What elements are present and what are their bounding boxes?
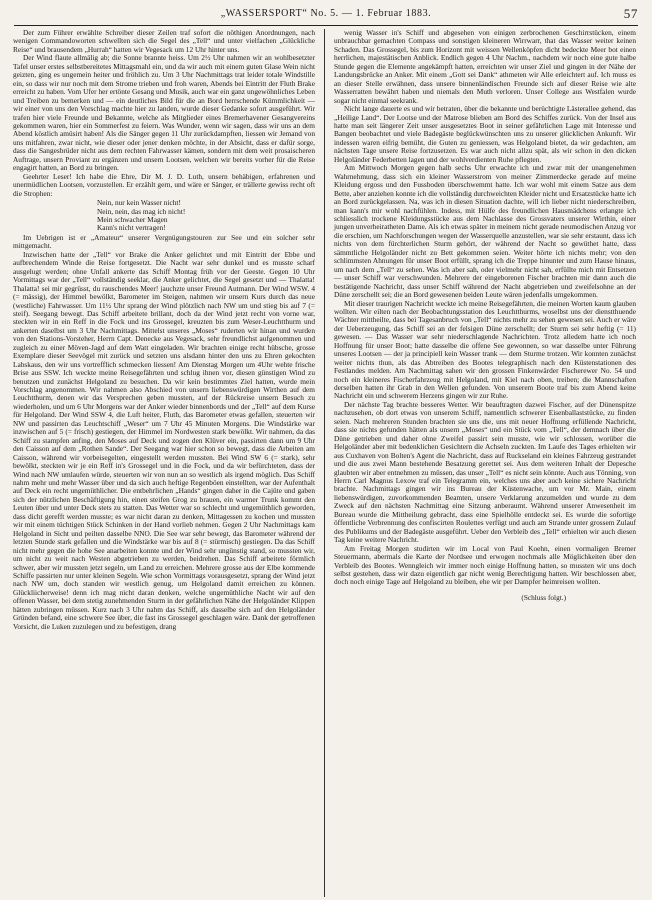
column-right [331, 29, 639, 897]
paragraph: Der nächste Tag brachte besseres Wetter. Wir beauftragten dazwei Fischer, auf der Dünenspitze nachzusehen, ob dort etwas von unserem Schiff, namentlich schwerer Eisenballaststücke, zu finden seien. Nach mehreren Stunden brachten sie uns die, uns mit neuer Hoffnung erfüllende Nachricht, dass sie nichts gefunden hätten als unsern „Moses“ und ein Stück vom „Tell“, der demnach über die Düne getrieben und daher ohne Zweifel passirt sein musste, wie wir schlossen, worüber die Helgoländer aber mit bedenklichen Gesichtern die Achseln zuckten. Im Laufe des Tages erhielten wir aus Cuxhaven von Bolten's Agent die Nachricht, dass auf Ruckseland ein kleines Fahrzeug gestrandet und die aus zwei Mann bestehende Besatzung gerettet sei. Aus dem weiteren Inhalt der Depesche glaubten wir aber entnehmen zu müssen, das unser „Tell“ es nicht sein könnte. Auch aus Tönning, von Herrn Carl Magnus Lexow traf ein Telegramm ein, welches uns aber auch keine sichere Nachricht brachte. Nachmittags gingen wir ins Bureau der Küstenwache, um vor Mr. Main, einem liebenswürdigen, zuvorkommenden Beamten, unsere Verklarung anzumelden und wurde zu dem Zweck auf den nächsten Nachmittag eine Sitzung anberaumt. Während unserer Anwesenheit im Bureau wurde die Mittheilung gebracht, dass eine Spielhölle entdeckt sei. Es wurde die sofortige öffentliche Verbrennung des confiscirten Roulettes verfügt und auch am Strande unter grossem Zulauf des Publikums und der Badegäste ausgeführt. Ueber den Verbleib des „Tell“ erhielten wir auch diesen Tag keine weitere Nachricht. [334, 399, 636, 545]
paragraph: Im Uebrigen ist er „Amateur“ unserer Vergnügungstouren zur See und ein solcher sehr mittgemacht. [13, 232, 315, 251]
verse-block [97, 199, 315, 233]
running-header [10, 8, 642, 22]
continuation-note: (Schluss folgt.) [521, 592, 566, 602]
verse-line: Kann's nicht vertragen! [97, 223, 166, 233]
verse-line: Mein schwacher Magen [97, 214, 168, 224]
running-title: „WASSERSPORT“ No. 5. — 1. Februar 1883. [220, 8, 432, 19]
paragraph: Der zum Führer erwählte Schreiber dieser Zeilen traf sofort die nöthigen Anordnungen, nach wenigen Commandoworten schwellten sich die Segel des „Tell“ und unter vielfachen „Glückliche Reise“ und brausendem „Hurrah“ hatten wir Vegesack um 12 Uhr hinter uns. [13, 29, 315, 54]
verse-line: Nein, nur kein Wasser nicht! [97, 198, 181, 208]
paragraph: Am Mittwoch Morgen gegen halb sechs Uhr erwachte ich und zwar mit der unangenehmen Wahrnehmung, dass sich ein kleiner Wasserstrom von meiner Zimmerdecke gerade auf meine Kleidung ergoss und den Fussboden überschwemmt hatte. Ich war wohl mit einem Satze aus dem Bette, aber anziehen konnte ich die vollständig durchweichten Kleider nicht und Ersatzstücke hatte ich an Bord zurückgelassen. Na, was ich in diesen Situation dachte, will ich lieber nicht niederschreiben, man kann's mir wohl nachfühlen. Indess, mit Hülfe des freundlichen Hausmädchens erlangte ich schliesslich trockene Kleidungsstücke aus dem Nachlasse des Grossvaters unserer Wirthin, einer jungen unverheiratheten Dame. Als ich etwas später in meinem nicht gerade neumodischen Anzug vor die erschien, um Nachforschungen wegen der Wasserquelle anzustellen, war sie sehr erstaunt, dass ich nichts von dem fürchterlichen Sturm gehört, der während der Nacht so gewüthet hatte, dass sämmtliche Helgoländer nicht zu Bett gekommen seien. Weiter hörte ich nichts mehr; von den schlimmsten Ahnungen für unser Boot erfüllt, sprang ich die Treppe hinunter und zum Hause hinaus, um nach dem „Tell“ zu sehen. Was ich aber sah, oder vielmehr nicht sah, erfüllte mich mit Entsetzen — unser Schiff war verschwunden. Mehrere der eingeborenen Fischer brachten mir dann auch die bestätigende Nachricht, dass unser Schiff während der Nacht abgetrieben und zweifelsohne an der Düne zerschellt sei; die an Bord gewesenen beiden Leute wären jedenfalls umgekommen. [334, 163, 636, 300]
paragraph: Mit dieser traurigen Nachricht weckte ich meine Reisegefährten, die meinen Worten kaum glauben wollten. Wir eilten nach der Beobachtungsstation des Leuchtthurms, woselbst uns der dienstthuende Wächter mittheilte, dass bei Tagesanbruch von „Tell“ nichts mehr zu sehen gewesen sei. Auch er wäre der Ueberzeugung, das Schiff sei an der felsigen Düne zerschellt; der Sturm sei sehr heftig (= 11) gewesen. — Das Wasser war sehr niederschlagende Nachrichten. Trotz alledem hatte ich noch Hoffnung für unser Boot; hatte dasselbe die offene See gewonnen, so war dasselbe unter Führung unseres Lootsen — der ja principiell kein Wasser trank — dem Sturme trotzen. Wir konnten zunächst weiter nichts thun, als das Abtreiben des Bootes telegraphisch nach den Küstenstationen des Festlandes melden. Am Nachmittag sahen wir den grossen Finkenwärder Fischerewer No. 54 und noch ein kleineres Fischerfahrzeug mit Helgoland, mit Kiel nach oben, treiben; die Mannschaften derselben hatten ihr Grab in den Wellen gefunden. Von unserem Boote traf bis zum Abend keine Nachricht ein und schwerem Herzens gingen wir zur Ruhe. [334, 298, 636, 401]
text-columns [10, 29, 642, 897]
paragraph: Inzwischen hatte der „Tell“ vor Brake die Anker gelichtet und mit Eintritt der Ebbe und aufbrechendem Winde die Reise fortgesetzt. Die Nacht war sehr dunkel und es musste scharf ausgelugt werden; ohne Unfall ankerte das Schiff Montag früh vor der Geeste. Gegen 10 Uhr Vormittags war der „Tell“ vollständig seeklar, die Anker gelichtet, die Segel gesetzt und — Thalatta! Thalatta! sei mir gegrüsst, du rauschendes Meer! jauchzte unser Freund Autmann. Der Wind WSW. 4 (= mässig), der Himmel bewölkt, Barometer im Steigen, nahmen wir unsern Kurs durch das neue (westliche) Fahrwasser. Um 11½ Uhr sprang der Wind plötzlich nach NW um und stieg bis auf 7 (= steif). Seegang bewegt. Das Schiff arbeitete brillant, doch da der Wind jetzt recht von vorne war, steckten wir in ein Reff in die Fock und ins Grossegel, kreuzten bis zum Weser-Leuchtthurm und ankerten daselbst um 3 Uhr Nachmittags. Mittelst unseres „Moses“ ruderten wir hinan und wurden von den Stations-Vorsteher, Herrn Capt. Denecke aus Vegesack, sehr freundlichst aufgenommen und zugleich zu einer Möven-Jagd auf dem Watt eingeladen. Wir brachten einige recht hübsche, grosse Exemplare dieser Seevögel mit zurück und setzten uns alsdann hinter den uns zu Ehren gekochten Labskaus, den wir uns vortrefflich schmecken liessen! Am Dienstag Morgen um 4Uhr wehte frische Brise aus SSW. Ich weckte meine Reisegefährten und schlug ihnen vor, diesen günstigen Wind zu benutzen und zunächst Helgoland zu besuchen. Da wir kein bestimmtes Ziel hatten, wurde mein Vorschlag angenommen. Wir nahmen also Abschied von unsern liebenswürdigen Wirthen auf dem Leuchtthurm, denen wir das Versprechen geben mussten, auf der Rückreise unsern Besuch zu wiederholen, und um 6 Uhr Morgens war der Anker wieder binnenbords und der „Tell“ auf dem Kurse für Helgoland. Der Wind SSW 4, die Luft heiter, Fluth, das Barometer etwas gefallen, steuerten wir NW und passirten das Leuchtschiff „Weser“ um 7 Uhr 45 Minuten Morgens. Die Windstärke war inzwischen auf 5 (= frisch) gestiegen, der Himmel im Nordwesten stark bewölkt. Wir nahmen, da das Schiff zu stampfen anfing, den Moses auf Deck und zogen den Klüver ein, passirten dann um 9 Uhr den Caisson auf dem „Rothen Sande“. Der Seegang war hier schon so bewegt, dass die Arbeiten am Caisson, während wir vorbeisegelten, eingestellt werden mussten. Bei Wind SW 6 (= stark), sehr bewölkt, steckten wir je ein Reff in's Grossegel und in die Fock, und da wir befürchteten, dass der Wind nach NW umlaufen würde, steuerten wir von nun an so westlich als irgend möglich. Das Schiff nahm mehr und mehr Wasser über und da sich auch heftige Regenböen einstellten, war der Aufenthalt auf Deck ein recht ungemüthlicher. Die entbehrlichen „Hands“ gingen daher in die Cajüte und gaben sich der nützlichen Beschäftigung hin, einen steifen Grog zu brauen, ein warmer Trunk kommt den Leuten über und unter Deck stets zu statten. Das Wetter war so schlecht und ungemüthlich geworden, dass dicht gerefft werden musste; es war nicht daran zu denken, Mittagessen zu kochen und mussten wir mit einem tüchtigen Stück Schinken in der Hand vorlieb nehmen. Gegen 2 Uhr Nachmittags kam Helgoland in Sicht und peilten dasselbe NNO. Die See war sehr bewegt, das Barometer während der letzten Stunde stark gefallen und die Windstärke war bis auf 8 (= stürmisch) gestiegen. Da das Schiff nicht mehr gegen die hohe See anarbeiten konnte und der Wind sehr ungünstig stand, so mussten wir, um nicht zu weit nach Westen abgetrieben zu werden, beidrehen. Das Schiff arbeitete förmlich schwer, aber wir mussten jetzt segeln, um Land zu erreichen. Mehrere grosse aus der Elbe kommende Schiffe passirten nur unter kleinen Segeln. Wie schon Vormittags vorausgesetzt, sprang der Wind jetzt nach NW um, doch standen wir westlich genug, um Helgoland damit erreichen zu können. Glückliicherweise! denn ich mag nicht daran denken, welche ungemüthliche Nacht wir auf den offenen Wasser, bei dem stetig zunehmenden Sturm in der gefährlichen Nähe der Helgoländer Klippen hätten zubringen müssen. Kurz nach 3 Uhr nahm das Schiff, als dasselbe sich auf den Helgoländer Gründen befand, eine schwere See über, die fast ins Grossegel geschlagen wäre. Dank der getroffenen Vorsicht, die Luken zuzulegen und zu befestigen, drang [13, 249, 315, 631]
paragraph: Der Wind flaute allmälig ab; die Sonne brannte heiss. Um 2½ Uhr nahmen wir an wohlbesetzter Tafel unser erstes selbstbereitetes Mittagsmahl ein, und da wir auch mit einem guten Glase Wein nicht geizten, ging es ungemein heiter und fröhlich zu. Um 3 Uhr Nachmittags trat leider totale Windstille ein, so dass wir nur noch mit dem Strome trieben und froh waren, Abends bei Eintritt der Fluth Brake erreicht zu haben. Vom Ufer her ertönte Gesang und Musik, auch war ein ganz ungewöhnliches Leben und Treiben zu bemerken und — ein deutliches Bild für die an Bord herrschende Kümmlichkeit — wir einer von uns den Vorschlag machte hier zu landen, wurde dieser Gedanke sofort ausgeführt. Wir trafen hier viele Freunde und Bekannte, welche als Mitglieder eines Bremerhavener Gesangvereins gekommen waren, hier ein Sommerfest zu feiern. Was Wunder, wenn wir sagen, dass wir uns an dem Abend köstlich amüsirt haben! Als die Sänger gegen 11 Uhr zurückdampften, liessen wir Jemand von uns mitfahren, zwar nicht, wie dieser oder jener denken möchte, in der Absicht, dass er dafür sorge, dass die Sangesbrüder nicht aus dem rechten Fahrwasser kämen, sondern mit dem weit prosaischeren Auftrage, unsern Proviant zu ergänzen und unsern Lootsen, welchen wir bereits vorher für die Reise engagirt hatten, an Bord zu bringen. [13, 53, 315, 173]
paragraph: wenig Wasser in's Schiff und abgesehen von einigen zerbrochenen Geschirrstücken, einem unbrauchbar gemachten Compass und sonstigen kleineren Wirrwarr, that das Wasser weiter keinen Schaden. Das Grossegel, bis zum Horizont mit weissen Wellenköpfen dicht bedeckte Meer bot einen herrlichen, majestätischen Anblick. Endlich gegen 4 Uhr Nachm., nachdem wir noch eine gute halbe Stunde gegen die Elemente angekämpft hatten, erreichten wir unser Ziel und gingen in der Nähe der Landungsbrücke an Anker. Mit einem „Gott sei Dank“ athmeten wir Alle erleichtert auf. Ich muss es an dieser Stelle erwähnen, dass unsere binnenländischen Freunde sich auf dieser Reise wie alte Wasserratten bewährt haben und niemals den Muth verloren. Unser College aus Westfalen wurde sogar nicht einmal seekrank. [334, 29, 636, 105]
column-divider [324, 29, 325, 897]
column-left [10, 29, 318, 897]
verse-line: Nein, nein, das mag ich nicht! [97, 206, 186, 216]
paragraph: Geehrter Leser! Ich habe die Ehre, Dir M. J. D. Luth, unsern behäbigen, erfahrenen und unermüdlichen Lootsen, vorzustellen. Er erzählt gern, und wäre er Sänger, er trällerte gewiss recht oft die Strophen: [13, 171, 315, 198]
header-rule [14, 25, 638, 26]
paragraph: Nicht lange dauerte es und wir betraten, über die bekannte und berüchtigte Lästerallee gehend, das „Heilige Land“. Der Lootse und der Matrose blieben am Bord des Schiffes zurück. Von der Insel aus hatte man seit längerer Zeit unser ausgesetztes Boot in seiner gefährlichen Lage mit Interesse und Bangen beobachtet und viele Badegäste beglückwünschten uns zu unserer glücklichen Ankunft. Wir indessen waren eifrig bemüht, die Guten zu geniessen, was Helgoland bietet, da wir gedachten, am nächsten Tage unsere Reise fortzusetzen. Es war auch nicht allzu spät, als wir schon in den dicken Helgoländer Federbetten lagen und der wohlverdienten Ruhe pflegten. [334, 104, 636, 164]
page-number: 57 [623, 6, 638, 21]
paragraph: Am Freitag Morgen studirten wir im Local von Paul Koehn, einen vormaligen Bremer Steuermann, abermals die Karte der Nordsee und erwogen nochmals alle Möglichkeiten über den Verbleib des Bootes. Wenngleich wir immer noch einige Hoffnung hatten, so mussten wir uns doch selbst gestehen, dass wir dazu eigentlich gar nicht wenig Berechtigung hatten. Wir beschlossen aber, doch noch einige Tage auf Helgoland zu bleiben, ehe wir per Dampfer heimreisen wollten. [334, 543, 636, 587]
